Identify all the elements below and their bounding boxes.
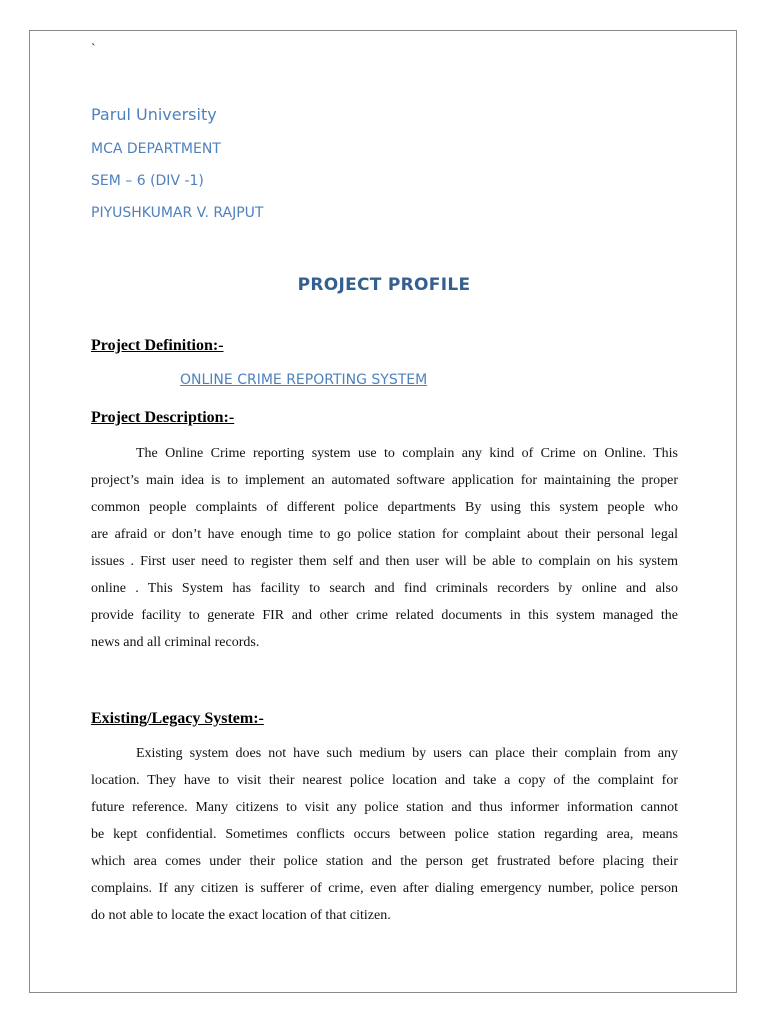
author-name: PIYUSHKUMAR V. RAJPUT xyxy=(91,205,264,221)
semester-division: SEM – 6 (DIV -1) xyxy=(91,173,204,189)
paragraph-line: provide facility to generate FIR and other crime related documents in this system managed the xyxy=(91,608,678,623)
backtick-mark: ` xyxy=(91,42,96,57)
paragraph-line: location. They have to visit their nearest police location and take a copy of the complaint for xyxy=(91,773,678,788)
paragraph-line: are afraid or don’t have enough time to go police station for complaint about their personal legal xyxy=(91,527,678,542)
paragraph-line: be kept confidential. Sometimes conflicts occurs between police station regarding area, means xyxy=(91,827,678,842)
document-page xyxy=(29,30,737,993)
paragraph-line: complains. If any citizen is sufferer of crime, even after dialing emergency number, police person xyxy=(91,881,678,896)
paragraph-line: online . This System has facility to search and find criminals recorders by online and also xyxy=(91,581,678,596)
paragraph-line: do not able to locate the exact location of that citizen. xyxy=(91,908,391,923)
paragraph-line: The Online Crime reporting system use to complain any kind of Crime on Online. This xyxy=(136,446,678,461)
project-name-link[interactable]: ONLINE CRIME REPORTING SYSTEM xyxy=(180,372,428,388)
paragraph-line: news and all criminal records. xyxy=(91,635,260,650)
project-description-heading: Project Description:- xyxy=(91,409,235,426)
paragraph-line: project’s main idea is to implement an automated software application for maintaining the proper xyxy=(91,473,678,488)
university-name: Parul University xyxy=(91,105,217,124)
project-description-paragraph xyxy=(91,440,678,656)
paragraph-line: common people complaints of different police departments By using this system people who xyxy=(91,500,678,515)
paragraph-line: Existing system does not have such medium by users can place their complain from any xyxy=(136,746,678,761)
page-title: PROJECT PROFILE xyxy=(297,275,471,295)
department-name: MCA DEPARTMENT xyxy=(91,141,221,157)
paragraph-line: issues . First user need to register them self and then user will be able to complain on his system xyxy=(91,554,678,569)
legacy-system-paragraph xyxy=(91,740,678,929)
paragraph-line: future reference. Many citizens to visit any police station and thus informer information cannot xyxy=(91,800,678,815)
legacy-system-heading: Existing/Legacy System:- xyxy=(91,710,264,727)
paragraph-line: which area comes under their police station and the person get frustrated before placing their xyxy=(91,854,678,869)
project-definition-heading: Project Definition:- xyxy=(91,337,224,354)
